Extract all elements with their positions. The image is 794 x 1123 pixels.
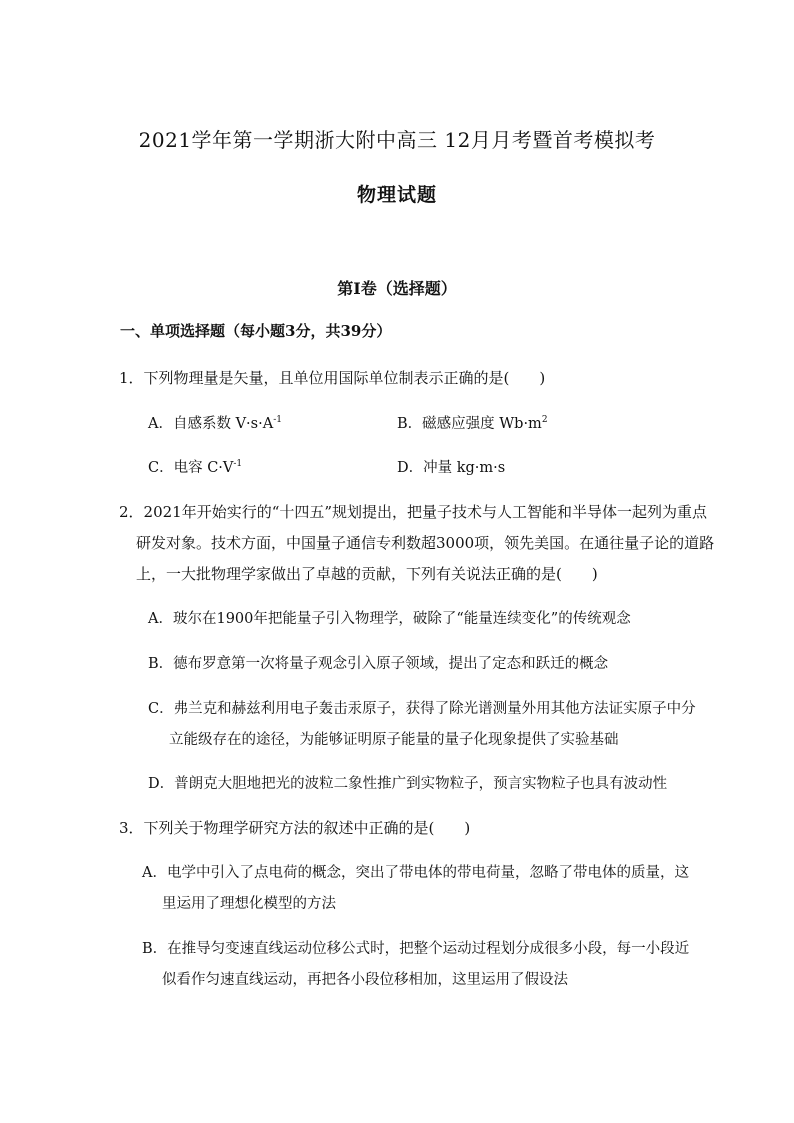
option-b-line2: 似看作匀速直线运动，再把各小段位移相加，这里运用了假设法	[162, 972, 568, 988]
question-2-option-b[interactable]: B．德布罗意第一次将量子观念引入原子领域，提出了定态和跃迁的概念	[148, 656, 609, 672]
question-2-stem-line3: 上，一大批物理学家做出了卓越的贡献，下列有关说法正确的是( )	[136, 565, 598, 583]
option-a-exponent: -1	[273, 415, 282, 425]
option-b-line1: B．在推导匀变速直线运动位移公式时，把整个运动过程划分成很多小段，每一小段近	[142, 941, 690, 957]
option-c-exponent: -1	[233, 459, 243, 469]
question-1-option-b[interactable]	[397, 412, 548, 433]
option-a-line1: A．电学中引入了点电荷的概念，突出了带电体的带电荷量，忽略了带电体的质量，这	[142, 865, 689, 881]
question-2-stem-line2: 研发对象。技术方面，中国量子通信专利数超3000项，领先美国。在通往量子论的道路	[136, 534, 715, 552]
option-c-text: C．电容 C·V	[148, 460, 234, 476]
question-1-option-d[interactable]	[397, 456, 505, 477]
question-2-option-d[interactable]: D．普朗克大胆地把光的波粒二象性推广到实物粒子，预言实物粒子也具有波动性	[148, 776, 668, 792]
section-heading: 一、单项选择题（每小题3分，共39分）	[120, 322, 392, 340]
question-1-option-c[interactable]	[148, 456, 242, 477]
exam-title: 2021学年第一学期浙大附中高三 12月月考暨首考模拟考	[138, 128, 656, 152]
volume-title: 第I卷（选择题）	[337, 279, 457, 298]
option-b-text: B．磁感应强度 Wb·m	[397, 416, 542, 432]
question-3-stem: 3．下列关于物理学研究方法的叙述中正确的是( )	[119, 819, 471, 837]
option-d-text: D．冲量 kg·m·s	[397, 460, 506, 476]
question-2-stem-line1: 2．2021年开始实行的“十四五”规划提出，把量子技术与人工智能和半导体一起列为重点	[119, 503, 708, 521]
subject-title: 物理试题	[356, 184, 437, 206]
question-2-option-a[interactable]: A．玻尔在1900年把能量子引入物理学，破除了“能量连续变化”的传统观念	[148, 611, 631, 627]
option-a-text: A．自感系数 V·s·A	[148, 416, 274, 432]
option-a-line2: 里运用了理想化模型的方法	[162, 896, 336, 912]
question-1-stem: 1．下列物理量是矢量，且单位用国际单位制表示正确的是( )	[119, 369, 546, 387]
option-b-exponent: 2	[541, 415, 548, 425]
question-1-option-a[interactable]	[148, 412, 282, 433]
option-c-line2: 立能级存在的途径，为能够证明原子能量的量子化现象提供了实验基础	[169, 732, 619, 748]
option-c-line1: C．弗兰克和赫兹利用电子轰击汞原子，获得了除光谱测量外用其他方法证实原子中分	[148, 701, 696, 717]
